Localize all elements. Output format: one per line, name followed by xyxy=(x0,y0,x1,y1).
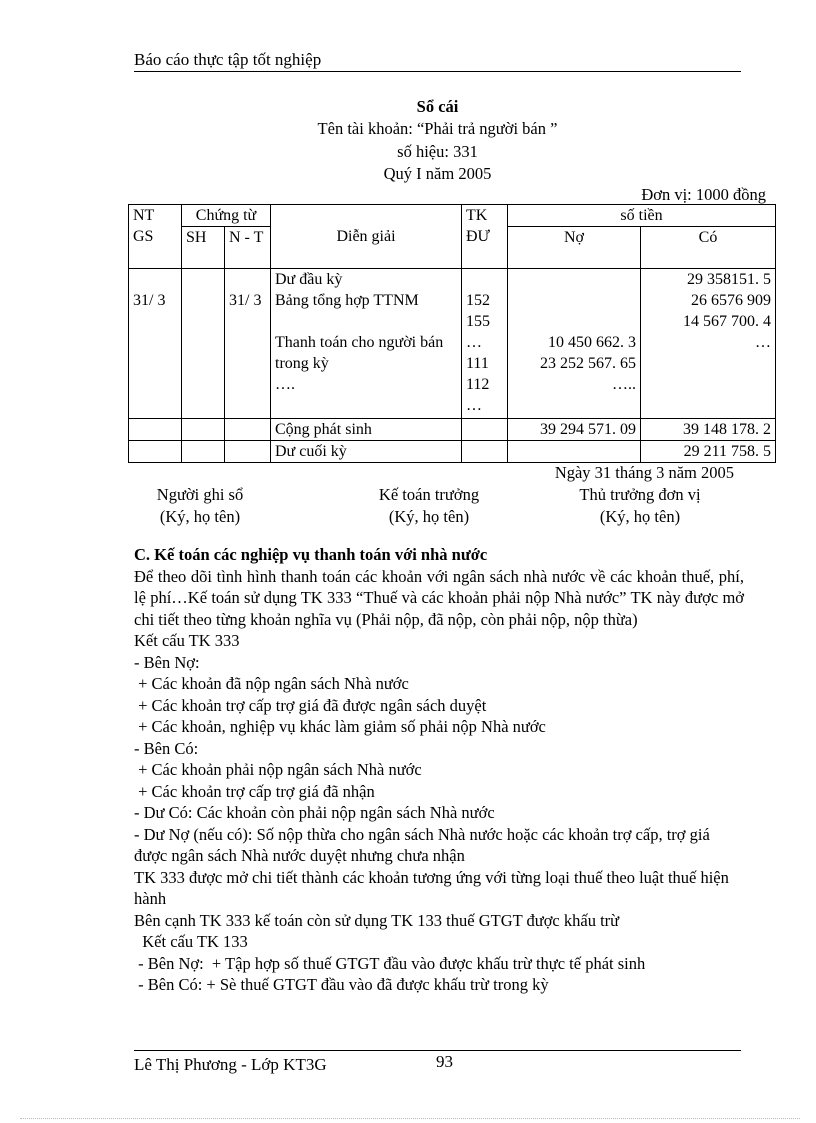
header-so-tien: số tiền xyxy=(508,205,776,227)
cell-co xyxy=(641,269,776,419)
period: Quý I năm 2005 xyxy=(383,164,492,183)
tkdu-line: 152 xyxy=(466,292,490,309)
no-line: 10 450 662. 3 xyxy=(548,334,636,351)
body-line: + Các khoản trợ cấp trợ giá đã nhận xyxy=(134,781,375,801)
header-no: Nợ xyxy=(508,227,641,269)
cell-tkdu xyxy=(462,269,508,419)
body-line: Kết cấu TK 333 xyxy=(134,631,240,650)
account-number: số hiệu: 331 xyxy=(397,142,478,161)
total-co: 39 148 178. 2 xyxy=(641,419,776,441)
header-sh: SH xyxy=(182,227,225,269)
body-line: + Các khoản, nghiệp vụ khác làm giảm số phải nộp Nhà nước xyxy=(134,717,546,736)
body-line: - Bên Nợ: + Tập hợp số thuế GTGT đầu vào được khấu trừ thực tế phát sinh xyxy=(134,953,646,973)
table-total-row xyxy=(129,419,776,441)
section-body xyxy=(134,544,744,996)
header-co: Có xyxy=(641,227,776,269)
tkdu-line: … xyxy=(466,334,482,351)
section-heading: C. Kế toán các nghiệp vụ thanh toán với nhà nước xyxy=(134,545,488,564)
table-body-row xyxy=(129,269,776,419)
cell-sh xyxy=(182,269,225,419)
unit-label: Đơn vị: 1000 đồng xyxy=(641,185,766,204)
cell-no xyxy=(508,269,641,419)
dien-giai-line: …. xyxy=(275,376,295,393)
signature-title: Người ghi sổ xyxy=(156,485,244,504)
ledger-table xyxy=(128,204,776,463)
body-line: - Bên Có: xyxy=(134,738,199,758)
tkdu-line: 155 xyxy=(466,313,490,330)
footer-rule xyxy=(134,1050,741,1051)
tkdu-line xyxy=(466,269,503,290)
dien-giai-line: Dư đầu kỳ xyxy=(275,271,343,288)
header-dien-giai: Diễn giải xyxy=(271,205,462,269)
closing-co: 29 211 758. 5 xyxy=(641,441,776,463)
tkdu-line: 112 xyxy=(466,376,490,393)
closing-label: Dư cuối kỳ xyxy=(271,441,462,463)
total-no: 39 294 571. 09 xyxy=(508,419,641,441)
body-line: + Các khoản đã nộp ngân sách Nhà nước xyxy=(134,674,409,693)
table-header-row xyxy=(129,205,776,227)
signature-recorder xyxy=(100,484,300,528)
header-tkdu: TK ĐƯ xyxy=(462,205,508,269)
dien-giai-line xyxy=(275,311,457,332)
body-line: - Dư Có: Các khoản còn phải nộp ngân sách Nhà nước xyxy=(134,803,495,822)
body-line: - Dư Nợ (nếu có): Số nộp thừa cho ngân sách Nhà nước hoặc các khoản trợ cấp, trợ giá được ngân sách Nhà nước duyệt nhưng chưa nhận xyxy=(134,824,710,865)
table-closing-row xyxy=(129,441,776,463)
co-line: 26 6576 909 xyxy=(691,292,771,309)
signature-title: Thủ trưởng đơn vị xyxy=(579,485,701,504)
header-nt: N - T xyxy=(225,227,271,269)
ledger-title: Sổ cái xyxy=(416,97,459,116)
tkdu-line: 111 xyxy=(466,355,489,372)
body-line: Bên cạnh TK 333 kế toán còn sử dụng TK 133 thuế GTGT được khấu trừ xyxy=(134,910,620,930)
page-header: Báo cáo thực tập tốt nghiệp xyxy=(134,50,322,69)
page-number: 93 xyxy=(436,1052,453,1071)
signature-title: Kế toán trưởng xyxy=(378,485,480,504)
cell-nt: 31/ 3 xyxy=(225,269,271,419)
signature-head xyxy=(540,484,740,528)
co-line: … xyxy=(755,334,771,351)
cell-dien-giai xyxy=(271,269,462,419)
body-line: TK 333 được mở chi tiết thành các khoản tương ứng với từng loại thuế theo luật thuế hiện hành xyxy=(134,867,729,908)
dien-giai-line: Thanh toán cho người bán trong kỳ xyxy=(275,334,444,372)
tkdu-line: … xyxy=(466,397,482,414)
total-label: Cộng phát sinh xyxy=(271,419,462,441)
signature-date: Ngày 31 tháng 3 năm 2005 xyxy=(554,463,734,482)
signature-note: (Ký, họ tên) xyxy=(388,507,470,526)
body-line: + Các khoản phải nộp ngân sách Nhà nước xyxy=(134,760,422,779)
co-line: 14 567 700. 4 xyxy=(683,313,771,330)
signature-chief-accountant xyxy=(329,484,529,528)
body-line: + Các khoản trợ cấp trợ giá đã được ngân sách duyệt xyxy=(134,695,487,715)
footer-author: Lê Thị Phương - Lớp KT3G xyxy=(134,1055,327,1074)
section-intro: Để theo dõi tình hình thanh toán các khoản với ngân sách nhà nước về các khoản thuế, phí, lệ phí…Kế toán sử dụng TK 333 “Thuế và các khoản phải nộp Nhà nước” TK này được mở chi tiết theo từng khoản nghĩa vụ (Phải nộp, đã nộp, còn phải nộp, nộp thừa) xyxy=(134,566,744,629)
dien-giai-line: Bảng tổng hợp TTNM xyxy=(275,292,419,309)
body-line: Kết cấu TK 133 xyxy=(134,932,248,951)
header-rule xyxy=(134,71,741,72)
body-line: - Bên Có: + Sè thuế GTGT đầu vào đã được khấu trừ trong kỳ xyxy=(134,975,549,994)
no-line: ….. xyxy=(612,376,636,393)
signature-note: (Ký, họ tên) xyxy=(159,507,241,526)
signature-note: (Ký, họ tên) xyxy=(599,507,681,526)
co-line: 29 358151. 5 xyxy=(687,271,771,288)
cell-ntgs: 31/ 3 xyxy=(129,269,182,419)
account-name: Tên tài khoản: “Phải trả người bán ” xyxy=(317,119,558,138)
header-ntgs: NT GS xyxy=(129,205,182,269)
page-edge-divider xyxy=(20,1118,800,1119)
no-line: 23 252 567. 65 xyxy=(540,355,636,372)
header-chung-tu: Chứng từ xyxy=(182,205,271,227)
body-line: - Bên Nợ: xyxy=(134,652,200,672)
